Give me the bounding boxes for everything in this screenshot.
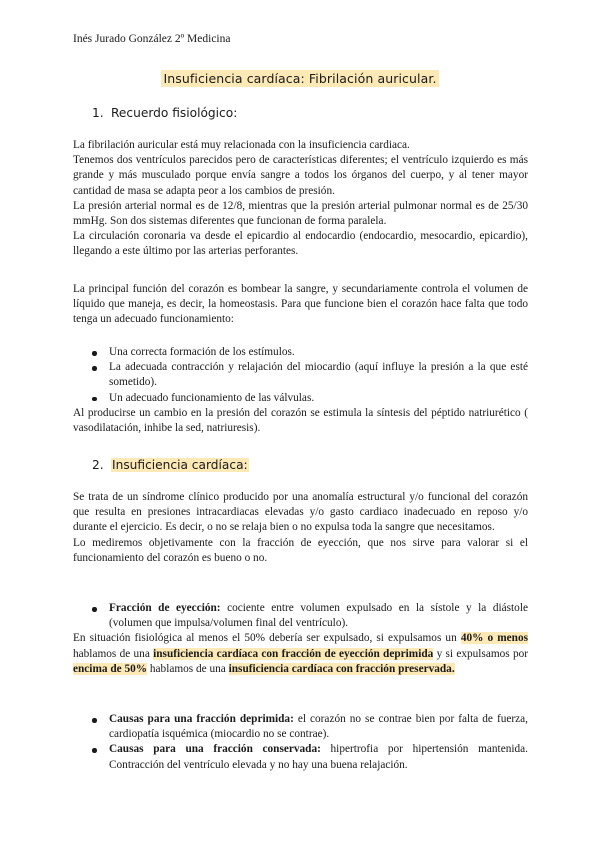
section-2-body	[73, 490, 528, 566]
paragraph: Al producirse un cambio en la presión del corazón se estimula la síntesis del péptido natriurético ( vasodilatación, inhibe la sed, natriuresis).	[73, 406, 528, 435]
term: Fracción de eyección:	[109, 602, 221, 614]
bullet-list	[73, 601, 528, 631]
section-1-list	[73, 345, 528, 436]
list-item: Causas para una fracción conservada: hipertrofia por hipertensión mantenida. Contracción del ventrículo elevada y no hay una buena relajación.	[73, 742, 528, 772]
title-container	[0, 70, 600, 88]
paragraph: Se trata de un síndrome clínico producido por una anomalía estructural y/o funcional del corazón que resulta en presiones intracardiacas elevadas y/o gasto cardiaco inadecuado en reposo y/o durante el ejercicio. Es decir, o no se relaja bien o no expulsa toda la sangre que necesitamos.	[73, 491, 528, 534]
highlight: encima de 50%	[73, 662, 148, 675]
section-heading-2	[92, 458, 249, 472]
highlight: insuficiencia cardíaca con fracción de eyección deprimida	[153, 647, 434, 660]
list-item: Una correcta formación de los estímulos.	[73, 345, 528, 360]
paragraph: Tenemos dos ventrículos parecidos pero de características diferentes; el ventrículo izquierdo es más grande y más musculado porque envía sangre a todos los órganos del cuerpo, y al tener mayor cantidad de masa se adapta peor a los cambios de presión.	[73, 154, 528, 197]
highlight: insuficiencia cardíaca con fracción preservada.	[228, 662, 455, 675]
section-1-function	[73, 282, 528, 328]
term: Causas para una fracción deprimida:	[109, 713, 294, 725]
section-1-body	[73, 138, 528, 260]
paragraph: La principal función del corazón es bombear la sangre, y secundariamente controla el volumen de líquido que maneja, es decir, la homeostasis. Para que funcione bien el corazón hace falta que todo tenga un adecuado funcionamiento:	[73, 283, 528, 326]
highlight: 40% o menos	[460, 632, 528, 645]
section-2-ejection	[73, 601, 528, 677]
list-item: Fracción de eyección: cociente entre volumen expulsado en la sístole y la diástole (volumen que impulsa/volumen final del ventrículo).	[73, 601, 528, 631]
bullet-list	[73, 345, 528, 406]
section-heading-1	[92, 106, 237, 120]
section-number: 1.	[92, 106, 104, 120]
paragraph: La presión arterial normal es de 12/8, mientras que la presión arterial pulmonar normal es de 25/30 mmHg. Son dos sistemas diferentes que funcionan de forma paralela.	[73, 199, 528, 228]
paragraph: La circulación coronaria va desde el epicardio al endocardio (endocardio, mesocardio, epicardio), llegando a este último por las arterias perforantes.	[73, 230, 528, 258]
section-title: Recuerdo fisiológico:	[111, 106, 238, 120]
list-item: La adecuada contracción y relajación del miocardio (aquí influye la presión a la que esté sometido).	[73, 360, 528, 390]
term: Causas para una fracción conservada:	[109, 743, 321, 756]
document-title: Insuficiencia cardíaca: Fibrilación auricular.	[163, 71, 437, 86]
page-header: Inés Jurado González 2º Medicina	[73, 33, 231, 45]
section-title: Insuficiencia cardíaca:	[112, 458, 248, 472]
list-item: Un adecuado funcionamiento de las válvulas.	[73, 391, 528, 406]
list-item: Causas para una fracción deprimida: el corazón no se contrae bien por falta de fuerza, cardiopatía isquémica (miocardio no se contrae).	[73, 712, 528, 742]
paragraph: Lo mediremos objetivamente con la fracción de eyección, que nos sirve para valorar si el funcionamiento del corazón es bueno o no.	[73, 536, 528, 564]
section-number: 2.	[92, 458, 104, 472]
bullet-list	[73, 712, 528, 773]
section-2-causes	[73, 712, 528, 773]
paragraph: En situación fisiológica al menos el 50% debería ser expulsado, si expulsamos un 40% o menos hablamos de una insuficiencia cardíaca con fracción de eyección deprimida y si expulsamos por encima de 50% hablamos de una insuficiencia cardíaca con fracción preservada.	[73, 632, 529, 675]
paragraph: La fibrilación auricular está muy relacionada con la insuficiencia cardiaca.	[73, 139, 410, 151]
